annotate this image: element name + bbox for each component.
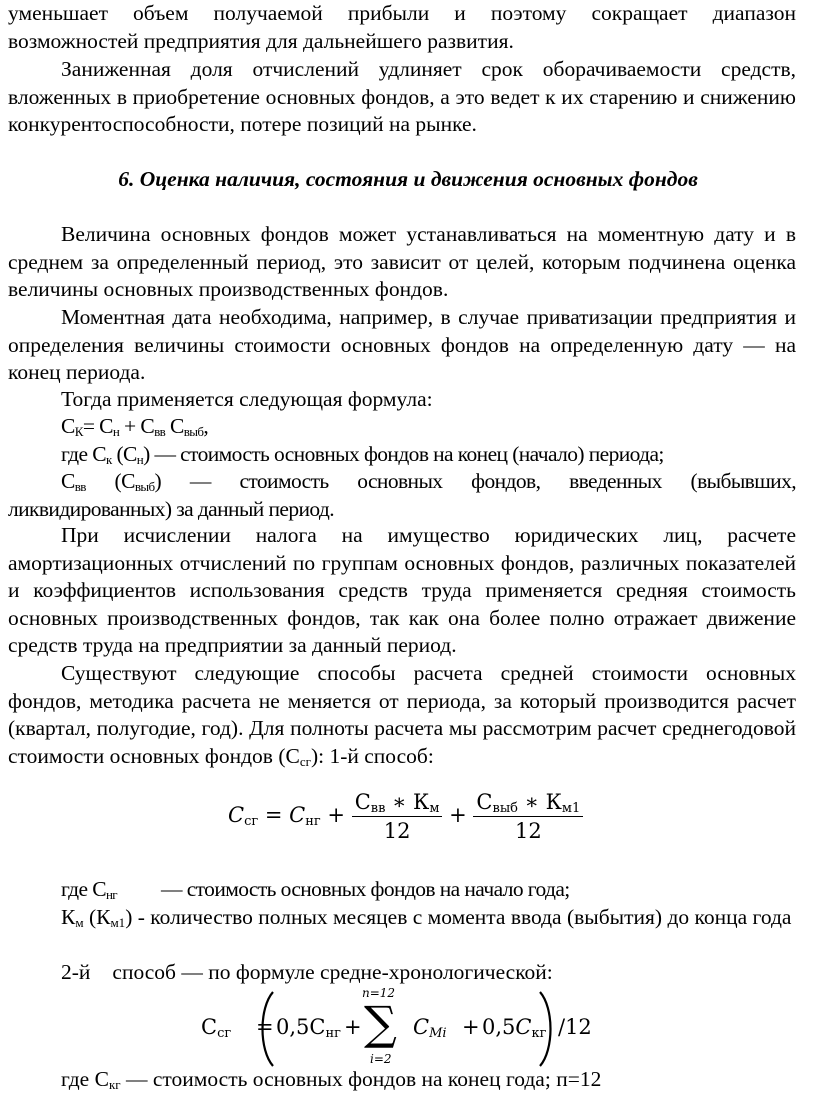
- formula-sub-k: К: [74, 424, 83, 439]
- definition-open: (К: [83, 905, 111, 929]
- definition-text: ) — стоимость основных фондов, введенных (выбывших, ликвидированных) за данный период.: [8, 469, 796, 521]
- formula2-symbol-c: C: [289, 803, 306, 827]
- formula2-equals: =: [264, 803, 283, 827]
- method-2-label: 2-й: [61, 960, 91, 984]
- formula3-right-paren: [536, 990, 558, 1068]
- section-heading: 6. Оценка наличия, состояния и движения основных фондов: [118, 167, 698, 191]
- definition-sub-kg: кг: [108, 1077, 121, 1092]
- formula-comma: ,: [203, 414, 209, 438]
- paragraph-continuation-line-2: возможностей предприятия для дальнейшего развития.: [8, 29, 514, 53]
- definition-start-year-value: [61, 876, 570, 904]
- formula3-equals: =: [256, 1015, 274, 1039]
- paragraph-calculation-methods: [8, 660, 796, 770]
- definition-sub-m1: м1: [110, 915, 126, 930]
- definition-introduced-retired: [8, 468, 796, 523]
- formula3-sum-lower: i=2: [370, 1052, 392, 1066]
- formula3-lhs: $С_{сг}$: [201, 1015, 232, 1041]
- paragraph-tax-calculation: При исчислении налога на имущество юридических лиц, расчете амортизационных отчислений по группам основных фондов, различных показателей и коэффициентов использования средств труда применяется средняя стоимость основных производственных фондов, так как она более полно отражает движение средств труда на предприятии за данный период.: [8, 523, 796, 658]
- definition-text: ) - количество полных месяцев с момента ввода (выбытия) до конца года: [125, 905, 792, 929]
- formula-method-1: [228, 790, 583, 843]
- formula2-sub-ng: нг: [305, 814, 321, 829]
- definition-symbol-c: С: [61, 469, 75, 493]
- formula3-end-term: $0,5C_{кг}$: [482, 1015, 547, 1041]
- method-2-intro: [61, 959, 553, 987]
- definition-sub-vv: вв: [74, 479, 86, 494]
- definition-text: ) — стоимость основных фондов на конец (начало) периода;: [143, 442, 664, 466]
- formula3-sum-sign: ∑: [364, 996, 397, 1050]
- definition-sub-ng: нг: [105, 887, 118, 902]
- formula3-left-paren: [255, 990, 277, 1068]
- paragraph-moment-date: Моментная дата необходима, например, в случае приватизации предприятия и определения величины стоимости основных фондов на определенную дату — на конец периода.: [8, 305, 796, 385]
- paragraph-continuation-line-1: уменьшает объем получаемой прибыли и поэтому сокращает диапазон: [8, 1, 796, 25]
- formula2-fraction-retired: [473, 790, 583, 843]
- formula2-numerator-introduced: $С_{вв}$ ∗ $К_м$: [352, 790, 443, 817]
- definition-sub-k: к: [105, 452, 112, 467]
- definition-symbol-k: К: [61, 905, 76, 929]
- formula-symbol-c: С: [61, 414, 75, 438]
- definition-sub-m: м: [75, 915, 84, 930]
- formula-symbol-c: С: [169, 414, 184, 438]
- paragraph-methods-sub: сг: [299, 753, 311, 769]
- formula2-plus: +: [327, 803, 346, 827]
- formula3-sum-upper: n=12: [362, 986, 396, 1000]
- paragraph-methods-tail: ): 1-й способ:: [310, 743, 434, 768]
- definition-end-year-value: [61, 1066, 601, 1094]
- definition-open: (С: [85, 469, 135, 493]
- definition-text: — стоимость основных фондов на начало года;: [161, 877, 570, 901]
- formula-symbol-c: С: [99, 414, 113, 438]
- formula3-start-term: $0,5С_{нг}$: [276, 1015, 341, 1041]
- definition-where: где С: [61, 442, 106, 466]
- formula2-fraction-introduced: [352, 790, 443, 843]
- definition-sub-n: н: [136, 452, 144, 467]
- definition-months-count: [8, 904, 796, 932]
- definition-where: где С: [61, 877, 106, 901]
- formula-sub-n: н: [112, 424, 120, 439]
- paragraph-formula-intro: Тогда применяется следующая формула:: [61, 387, 433, 411]
- formula-sub-vyb: выб: [183, 424, 204, 439]
- formula3-plus: +: [462, 1015, 480, 1039]
- formula-sub-vv: вв: [154, 424, 166, 439]
- method-2-text: способ — по формуле средне-хронологической:: [112, 960, 553, 984]
- formula3-monthly-term: $C_{Mi}$: [413, 1015, 447, 1041]
- formula2-numerator-retired: $С_{выб}$ ∗ $К_{м1}$: [473, 790, 583, 817]
- formula-end-value: [61, 413, 208, 441]
- definition-end-start-value: [61, 441, 664, 469]
- definition-where: где С: [61, 1067, 109, 1091]
- formula2-plus: +: [449, 803, 467, 827]
- formula3-divide: /12: [558, 1015, 592, 1039]
- definition-sub-vyb: выб: [134, 479, 155, 494]
- paragraph-methods-text: Существуют следующие способы расчета средней стоимости основных фондов, методика расчета не меняется от периода, за который производится расчет (квартал, полугодие, год). Для полноты расчета мы рассмотрим расчет среднегодовой стоимости основных фондов (С: [8, 661, 796, 768]
- formula2-sub-sg: сг: [244, 814, 259, 829]
- formula-equals: =: [82, 414, 100, 438]
- paragraph-fixed-assets-value: Величина основных фондов может устанавливаться на моментную дату и в среднем за определенный период, это зависит от целей, которым подчинена оценка величины основных производственных фондов.: [8, 222, 796, 302]
- definition-text: — стоимость основных фондов на конец года; п=12: [120, 1067, 602, 1091]
- formula2-denominator-introduced: 12: [383, 819, 411, 843]
- definition-open: (С: [111, 442, 137, 466]
- formula3-plus: +: [344, 1015, 362, 1039]
- formula-symbol-c: С: [140, 414, 155, 438]
- formula-plus: +: [119, 414, 141, 438]
- formula2-symbol-c: C: [228, 803, 245, 827]
- formula2-denominator-retired: 12: [514, 819, 542, 843]
- formula-method-2: [201, 986, 621, 1066]
- paragraph-depreciation-share: Заниженная доля отчислений удлиняет срок оборачиваемости средств, вложенных в приобретение основных фондов, а это ведет к их старению и снижению конкурентоспособности, потере позиций на рынке.: [8, 57, 796, 137]
